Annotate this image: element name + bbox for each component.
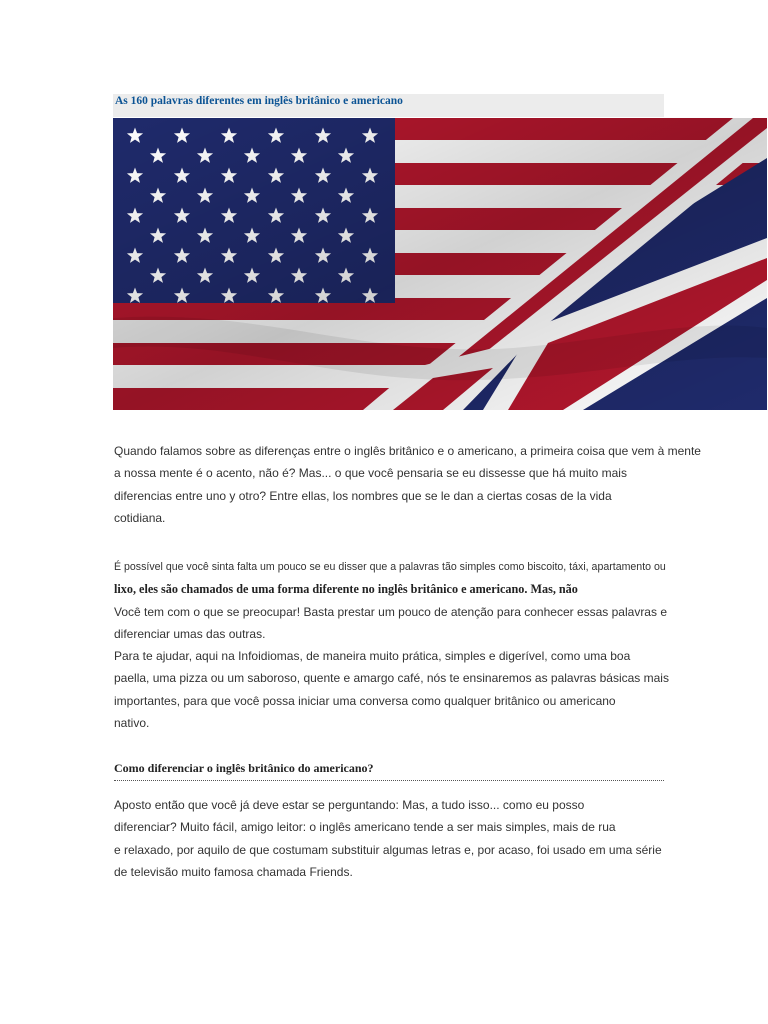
text-line: Você tem com o que se preocupar! Basta prestar um pouco de atenção para conhecer essas palavras e — [114, 604, 667, 619]
text-line: diferencias entre uno y otro? Entre ellas, los nombres que se le dan a ciertas cosas de la vida — [114, 488, 612, 503]
third-paragraph — [114, 794, 684, 883]
text-line: e relaxado, por aquilo de que costumam substituir algumas letras e, por acaso, foi usado em uma série — [114, 842, 662, 857]
text-line: paella, uma pizza ou um saboroso, quente e amargo café, nós te ensinaremos as palavras básicas mais — [114, 671, 669, 686]
text-line: Aposto então que você já deve estar se perguntando: Mas, a tudo isso... como eu posso — [114, 798, 585, 812]
text-line: diferenciar? Muito fácil, amigo leitor: o inglês americano tende a ser mais simples, mais de rua — [114, 820, 616, 835]
text-line: de televisão muito famosa chamada Friends. — [114, 864, 353, 879]
text-line: diferenciar umas das outras. — [114, 626, 266, 641]
text-line: É possível que você sinta falta um pouco se eu disser que a palavras tão simples como biscoito, táxi, apartamento ou — [114, 561, 666, 573]
article-title: As 160 palavras diferentes em inglês britânico e americano — [115, 95, 403, 107]
text-line-bold: lixo, eles são chamados de uma forma diferente no inglês britânico e americano. Mas, não — [114, 582, 578, 597]
article-title-bar — [113, 94, 664, 117]
intro-paragraph — [114, 440, 701, 529]
us-uk-flags-image — [113, 118, 767, 410]
section-heading: Como diferenciar o inglês britânico do americano? — [114, 760, 664, 781]
text-line: Quando falamos sobre as diferenças entre o inglês britânico e o americano, a primeira coisa que vem à mente — [114, 444, 701, 458]
text-line: Para te ajudar, aqui na Infoidiomas, de maneira muito prática, simples e digerível, como uma boa — [114, 649, 631, 664]
text-line: nativo. — [114, 716, 150, 731]
text-line: importantes, para que você possa iniciar uma conversa como qualquer britânico ou americano — [114, 693, 616, 708]
text-line: cotidiana. — [114, 510, 166, 525]
second-paragraph — [114, 556, 684, 734]
text-line: a nossa mente é o acento, não é? Mas... o que você pensaria se eu dissesse que há muito mais — [114, 466, 627, 481]
